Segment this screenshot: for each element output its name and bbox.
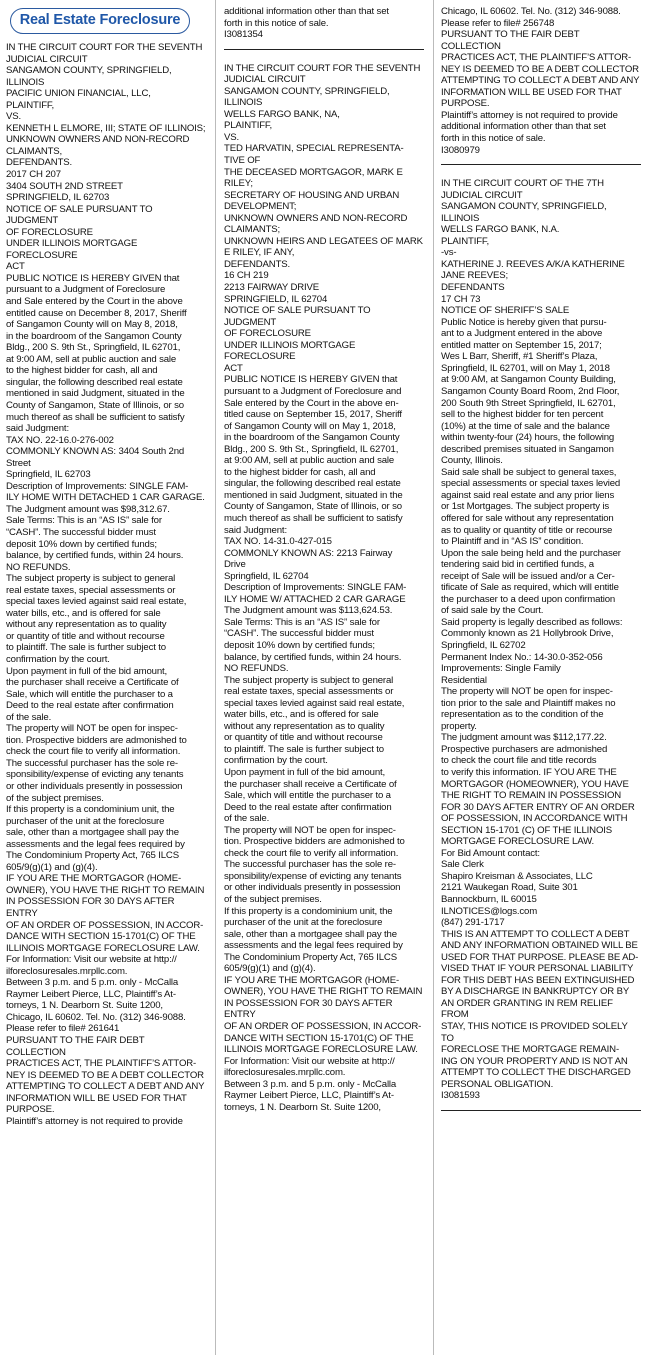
notice-line: TAX NO. 14-31.0-427-015 [224, 536, 332, 548]
notice-divider [441, 1110, 641, 1111]
notice-line: (847) 291-1717 [441, 917, 505, 929]
notice-line: ILNOTICES@logs.com [441, 905, 538, 917]
notice-line: The property will NOT be open for inspec- [224, 824, 396, 836]
notice-line: The Condominium Property Act, 765 ILCS [6, 850, 179, 862]
notice-line: “CASH”. The successful bidder must [6, 526, 156, 538]
notice-line: Springfield, IL 62704 [224, 570, 309, 582]
legal-notice [224, 63, 424, 1114]
notice-line: NEY IS DEEMED TO BE A DEBT COLLECTOR [6, 1069, 204, 1081]
notice-line: SPRINGFIELD, IL 62703 [6, 192, 110, 204]
notice-line: tion prior to the sale and Plaintiff makes no [441, 697, 616, 709]
notice-line: KATHERINE J. REEVES A/K/A KATHERINE [441, 258, 625, 270]
notice-line: PRACTICES ACT, THE PLAINTIFF’S ATTOR- [441, 52, 632, 64]
notice-line: TAX NO. 22-16.0-276-002 [6, 434, 114, 446]
notice-line: ilforeclosuresales.mrpllc.com. [6, 965, 128, 977]
notice-line: DEFENDANTS [441, 282, 505, 294]
notice-line: of the sale. [6, 711, 52, 723]
notice-line: tion. Prospective bidders are admonished to [6, 734, 187, 746]
notice-line: or quantity of title and without recourse [224, 732, 383, 744]
notice-line: TED HARVATIN, SPECIAL REPRESENTA- [224, 143, 404, 155]
notice-line: of Sangamon County will on May 1, 2018, [224, 420, 396, 432]
notice-line: OF AN ORDER OF POSSESSION, IN ACCOR- [6, 919, 204, 931]
notice-line: ACT [6, 261, 25, 273]
legal-notice [224, 6, 424, 41]
notice-line: Raymer Leibert Pierce, LLC, Plaintiff’s At- [6, 988, 176, 1000]
notice-line: sponsibility/expense of evicting any tenants [224, 870, 402, 882]
notice-line: IN POSSESSION FOR 30 DAYS AFTER ENTRY [6, 896, 175, 920]
notice-line: to check the court file and title records [441, 755, 597, 767]
notice-line: The Condominium Property Act, 765 ILCS [224, 951, 397, 963]
notice-line: The subject property is subject to general [224, 674, 394, 686]
notice-line: additional information other than that set [441, 121, 606, 133]
notice-line: The property will NOT be open for inspec- [441, 686, 613, 698]
notice-line: PURSUANT TO THE FAIR DEBT COLLECTION [6, 1035, 145, 1058]
notice-line: titled cause on September 15, 2017, Sheriff [224, 409, 402, 421]
notice-line: The successful purchaser has the sole re- [6, 757, 178, 769]
notice-line: PACIFIC UNION FINANCIAL, LLC, [6, 88, 151, 100]
notice-line: ILLINOIS [224, 97, 263, 109]
notice-line: singular, the following described real estate [6, 376, 183, 388]
notice-line: or 1st Mortgages. The subject property is [441, 501, 610, 513]
notice-line: BY A DISCHARGE IN BANKRUPTCY OR BY [441, 986, 630, 998]
column-divider [215, 0, 216, 1355]
notice-line: sale, other than a mortgagee shall pay the [6, 827, 179, 839]
notice-line: Sale Terms: This is an “AS IS” sale for [224, 616, 380, 628]
notice-line: IN POSSESSION FOR 30 DAYS AFTER ENTRY [224, 997, 393, 1021]
notice-line: of the sale. [224, 813, 270, 825]
notice-line: assessments and the legal fees required by [6, 838, 185, 850]
notice-line: real estate taxes, special assessments or [224, 686, 394, 698]
notice-line: Public Notice is hereby given that pursu- [441, 316, 607, 328]
notice-line: IF YOU ARE THE MORTGAGOR (HOME- [6, 873, 181, 885]
notice-line: ATTEMPTING TO COLLECT A DEBT AND ANY [6, 1081, 205, 1093]
notice-line: Sale Terms: This is an “AS IS” sale for [6, 515, 162, 527]
notice-line: SPRINGFIELD, IL 62704 [224, 293, 328, 305]
notice-line: Wes L Barr, Sheriff, #1 Sheriff’s Plaza, [441, 351, 598, 363]
notice-line: 17 CH 73 [441, 293, 481, 305]
notice-line: or other individuals presently in possession [224, 882, 401, 894]
notice-line: NO REFUNDS. [6, 561, 71, 573]
notice-column-2 [224, 6, 424, 1113]
notice-line: in the boardroom of the Sangamon County [224, 432, 400, 444]
notice-line: 605/9(g)(1) and (g)(4). [6, 861, 98, 873]
notice-line: entitled matter on September 15, 2017; [441, 339, 602, 351]
notice-line: Springfield, IL 62701, will on May 1, 2018 [441, 362, 610, 374]
notice-line: Springfield, IL 62703 [6, 469, 91, 481]
notice-line: DANCE WITH SECTION 15-1701(C) OF THE [6, 931, 196, 943]
notice-line: SANGAMON COUNTY, SPRINGFIELD, [6, 65, 172, 77]
notice-line: County of Sangamon, State of Illinois, or so [6, 399, 184, 411]
notice-line: special taxes levied against said real estate, [224, 697, 405, 709]
notice-line: ILLINOIS MORTGAGE FORECLOSURE LAW. [224, 1044, 418, 1056]
notice-line: 2121 Waukegan Road, Suite 301 [441, 882, 578, 894]
notice-line: PUBLIC NOTICE IS HEREBY GIVEN that [224, 374, 398, 386]
notice-line: the purchaser shall receive a Certificate of [224, 778, 397, 790]
notice-line: I3081354 [224, 29, 263, 41]
notice-line: Street [6, 457, 31, 469]
notice-line: The successful purchaser has the sole re- [224, 859, 396, 871]
notice-line: SANGAMON COUNTY, SPRINGFIELD, [441, 201, 607, 213]
notice-line: Please refer to file# 261641 [6, 1023, 120, 1035]
notice-line: AN ORDER GRANTING IN REM RELIEF FROM [441, 997, 613, 1021]
notice-line: County of Sangamon, State of Illinois, or so [224, 501, 402, 513]
notice-line: The Judgment amount was $98,312.67. [6, 503, 170, 515]
notice-line: much thereof as shall be sufficient to satisfy [6, 411, 185, 423]
notice-line: Drive [224, 559, 246, 571]
notice-line: pursuant to a Judgment of Foreclosure [6, 284, 166, 296]
notice-line: 16 CH 219 [224, 270, 269, 282]
notice-line: Springfield, IL 62702 [441, 639, 526, 651]
notice-line: special assessments or special taxes levied [441, 478, 621, 490]
notice-line: ACT [224, 362, 243, 374]
notice-line: tendering said bid in certified funds, a [441, 559, 594, 571]
notice-line: forth in this notice of sale. [441, 133, 546, 145]
notice-line: balance, by certified funds, within 24 hours. [224, 651, 402, 663]
notice-line: THIS IS AN ATTEMPT TO COLLECT A DEBT [441, 928, 630, 940]
notice-line: of said sale by the Court. [441, 605, 544, 617]
notice-line: sponsibility/expense of evicting any tenants [6, 769, 184, 781]
notice-line: Bldg., 200 S. 9th St., Springfield, IL 62701, [6, 342, 181, 354]
notice-line: Between 3 p.m. and 5 p.m. only - McCalla [224, 1078, 397, 1090]
notice-line: against said real estate and any prior liens [441, 489, 615, 501]
notice-line: UNDER ILLINOIS MORTGAGE FORECLOSURE [224, 339, 356, 363]
notice-line: Improvements: Single Family [441, 663, 561, 675]
notice-line: RILEY; [224, 178, 253, 190]
notice-line: SECTION 15-1701 (C) OF THE ILLINOIS [441, 824, 613, 836]
notice-column-3 [441, 6, 641, 1124]
notice-line: property. [441, 720, 477, 732]
notice-line: THE DECEASED MORTGAGOR, MARK E [224, 166, 403, 178]
notice-line: NOTICE OF SALE PURSUANT TO JUDGMENT [6, 203, 153, 227]
notice-line: water bills, etc., and is offered for sale [6, 607, 161, 619]
column-divider [433, 0, 434, 1355]
notice-line: I3081593 [441, 1090, 480, 1102]
notice-line: PLAINTIFF, [441, 235, 490, 247]
notice-line: DEFENDANTS. [224, 258, 291, 270]
notice-line: JUDICIAL CIRCUIT [224, 74, 306, 86]
notice-line: to the highest bidder for cash, all and [224, 466, 376, 478]
notice-line: CLAIMANTS; [224, 224, 281, 236]
notice-line: OF FORECLOSURE [224, 328, 311, 340]
notice-line: The judgment amount was $112,177.22. [441, 732, 607, 744]
notice-line: Sangamon County Board Room, 2nd Floor, [441, 385, 620, 397]
notice-line: Bannockburn, IL 60015 [441, 894, 537, 906]
notice-line: OWNER), YOU HAVE THE RIGHT TO REMAIN [224, 986, 423, 998]
notice-line: PURPOSE. [441, 98, 490, 110]
notice-line: I3080979 [441, 144, 480, 156]
notice-line: ILY HOME WITH DETACHED 1 CAR GARAGE. [6, 492, 205, 504]
legal-notice [441, 178, 641, 1102]
notice-line: AND ANY INFORMATION OBTAINED WILL BE [441, 940, 638, 952]
notice-line: PRACTICES ACT, THE PLAINTIFF’S ATTOR- [6, 1058, 197, 1070]
notice-line: mentioned in said Judgment, situated in the [224, 489, 403, 501]
notice-line: JANE REEVES; [441, 270, 508, 282]
notice-line: Shapiro Kreisman & Associates, LLC [441, 870, 593, 882]
notice-line: ATTEMPT TO COLLECT THE DISCHARGED [441, 1067, 631, 1079]
notice-line: OF AN ORDER OF POSSESSION, IN ACCOR- [224, 1021, 422, 1033]
notice-line: receipt of Sale will be issued and/or a Cer- [441, 570, 615, 582]
notice-line: ING ON YOUR PROPERTY AND IS NOT AN [441, 1055, 628, 1067]
notice-line: Prospective purchasers are admonished [441, 743, 608, 755]
notice-line: Description of Improvements: SINGLE FAM- [224, 582, 407, 594]
notice-line: Chicago, IL 60602. Tel. No. (312) 346-9088. [441, 6, 621, 17]
notice-line: MORTGAGE FORECLOSURE LAW. [441, 836, 594, 848]
notice-line: ant to a Judgment entered in the above [441, 328, 603, 340]
notice-line: UNKNOWN OWNERS AND NON-RECORD [6, 134, 190, 146]
notice-line: IN THE CIRCUIT COURT OF THE 7TH [441, 178, 604, 190]
notice-line: said Judgment: [6, 423, 69, 435]
notice-line: CLAIMANTS, [6, 145, 63, 157]
notice-line: 605/9(g)(1) and (g)(4). [224, 963, 316, 975]
notice-line: NEY IS DEEMED TO BE A DEBT COLLECTOR [441, 63, 639, 75]
notice-line: at 9:00 AM, at Sangamon County Building, [441, 374, 616, 386]
notice-line: or quantity of title and without recourse [6, 630, 165, 642]
notice-line: water bills, etc., and is offered for sale [224, 709, 379, 721]
notice-line: real estate taxes, special assessments or [6, 584, 176, 596]
notice-line: -vs- [441, 247, 457, 259]
notice-divider [441, 164, 641, 165]
notice-line: FOR 30 DAYS AFTER ENTRY OF AN ORDER [441, 801, 635, 813]
notice-line: UNDER ILLINOIS MORTGAGE FORECLOSURE [6, 238, 138, 261]
notice-line: COMMONLY KNOWN AS: 3404 South 2nd [6, 446, 185, 458]
notice-line: said Judgment: [224, 524, 287, 536]
notice-line: confirmation by the court. [6, 653, 110, 665]
notice-line: entitled cause on December 8, 2017, Sheriff [6, 307, 187, 319]
notice-line: Residential [441, 674, 487, 686]
notice-line: DANCE WITH SECTION 15-1701(C) OF THE [224, 1032, 414, 1044]
notice-line: UNKNOWN OWNERS AND NON-RECORD [224, 212, 408, 224]
notice-column-1 [6, 6, 206, 1127]
notice-line: E RILEY, IF ANY, [224, 247, 295, 259]
notice-line: pursuant to a Judgment of Foreclosure and [224, 385, 402, 397]
notice-line: Plaintiff’s attorney is not required to provide [441, 109, 618, 121]
notice-line: JUDICIAL CIRCUIT [441, 189, 523, 201]
notice-line: Said sale shall be subject to general taxes, [441, 466, 617, 478]
notice-line: sell to the highest bidder for ten percent [441, 409, 604, 421]
notice-line: (10%) at the time of sale and the balance [441, 420, 610, 432]
notice-line: offered for sale without any representation [441, 512, 614, 524]
notice-line: 2017 CH 207 [6, 169, 61, 181]
notice-line: IN THE CIRCUIT COURT FOR THE SEVENTH [224, 62, 421, 74]
notice-line: Deed to the real estate after confirmation [6, 700, 174, 712]
notice-line: PURPOSE. [6, 1104, 55, 1116]
notice-line: KENNETH L ELMORE, III; STATE OF ILLINOIS; [6, 122, 206, 134]
notice-line: SECRETARY OF HOUSING AND URBAN [224, 189, 400, 201]
notice-line: to plaintiff. The sale is further subject to [6, 642, 166, 654]
notice-line: check the court file to verify all information. [224, 847, 399, 859]
notice-line: ILLINOIS MORTGAGE FORECLOSURE LAW. [6, 942, 200, 954]
notice-line: singular, the following described real estate [224, 478, 401, 490]
notice-line: County, Illinois. [441, 455, 503, 467]
notice-line: to plaintiff. The sale is further subject to [224, 743, 384, 755]
notice-line: If this property is a condominium unit, the [6, 804, 175, 816]
notice-line: at 9:00 AM, sell at public auction and sale [6, 353, 177, 365]
notice-line: additional information other than that set [224, 6, 389, 17]
notice-line: OWNER), YOU HAVE THE RIGHT TO REMAIN [6, 884, 205, 896]
notice-line: much thereof as shall be sufficient to satisfy [224, 512, 403, 524]
notice-line: PERSONAL OBLIGATION. [441, 1078, 554, 1090]
notice-line: special taxes levied against said real estate, [6, 596, 187, 608]
notice-line: confirmation by the court. [224, 755, 328, 767]
notice-line: MORTGAGOR (HOMEOWNER), YOU HAVE [441, 778, 629, 790]
notice-line: OF FORECLOSURE [6, 226, 93, 238]
notice-line: If this property is a condominium unit, the [224, 905, 393, 917]
notice-line: NOTICE OF SHERIFF’S SALE [441, 305, 570, 317]
notice-line: ATTEMPTING TO COLLECT A DEBT AND ANY [441, 75, 640, 87]
notice-line: Bldg., 200 S. 9th St., Springfield, IL 62701, [224, 443, 399, 455]
notice-line: Sale Clerk [441, 859, 484, 871]
notice-line: tion. Prospective bidders are admonished to [224, 836, 405, 848]
notice-line: in the boardroom of the Sangamon County [6, 330, 182, 342]
notice-line: described premises situated in Sangamon [441, 443, 614, 455]
notice-line: FORECLOSE THE MORTGAGE REMAIN- [441, 1044, 619, 1056]
notice-line: PUBLIC NOTICE IS HEREBY GIVEN that [6, 272, 180, 284]
notice-line: COMMONLY KNOWN AS: 2213 Fairway [224, 547, 393, 559]
notice-line: Upon the sale being held and the purchaser [441, 547, 621, 559]
notice-line: TIVE OF [224, 155, 261, 167]
notice-divider [224, 49, 424, 50]
notice-line: Description of Improvements: SINGLE FAM- [6, 480, 189, 492]
notice-line: PURSUANT TO THE FAIR DEBT COLLECTION [441, 29, 580, 52]
notice-line: purchaser of the unit at the foreclosure [224, 917, 383, 929]
notice-line: Upon payment in full of the bid amount, [6, 665, 168, 677]
notice-line: at 9:00 AM, sell at public auction and sale [224, 455, 395, 467]
notice-line: sale, other than a mortgagee shall pay the [224, 928, 397, 940]
notice-line: and Sale entered by the Court in the above [6, 296, 183, 308]
notice-line: INFORMATION WILL BE USED FOR THAT [441, 86, 622, 98]
notice-line: the purchaser to a deed upon confirmation [441, 593, 616, 605]
notice-line: Chicago, IL 60602. Tel. No. (312) 346-9088. [6, 1011, 186, 1023]
notice-line: Please refer to file# 256748 [441, 17, 555, 29]
notice-line: INFORMATION WILL BE USED FOR THAT [6, 1092, 187, 1104]
notice-line: The subject property is subject to general [6, 573, 176, 585]
notice-line: ILLINOIS [6, 76, 45, 88]
notice-line: DEVELOPMENT; [224, 201, 297, 213]
notice-line: For Bid Amount contact: [441, 847, 540, 859]
notice-line: FOR THIS DEBT HAS BEEN EXTINGUISHED [441, 974, 635, 986]
notice-line: UNKNOWN HEIRS AND LEGATEES OF MARK [224, 235, 423, 247]
notice-line: IN THE CIRCUIT COURT FOR THE SEVENTH [6, 42, 203, 53]
notice-line: mentioned in said Judgment, situated in the [6, 388, 185, 400]
notice-line: Said property is legally described as follows: [441, 616, 623, 628]
notice-line: VISED THAT IF YOUR PERSONAL LIABILITY [441, 963, 634, 975]
notice-line: to the highest bidder for cash, all and [6, 365, 158, 377]
notice-line: For Information: Visit our website at http:// [224, 1055, 395, 1067]
legal-notice [441, 6, 641, 156]
notice-line: Sale entered by the Court in the above en- [224, 397, 399, 409]
notice-line: DEFENDANTS. [6, 157, 73, 169]
notice-line: Deed to the real estate after confirmation [224, 801, 392, 813]
notice-line: Sale, which will entitle the purchaser to a [224, 790, 391, 802]
notice-line: tificate of Sale as required, which will entitle [441, 582, 619, 594]
notice-line: PLAINTIFF, [6, 99, 55, 111]
notice-line: ILY HOME W/ ATTACHED 2 CAR GARAGE [224, 593, 406, 605]
notice-line: 3404 SOUTH 2ND STREET [6, 180, 123, 192]
notice-line: the purchaser shall receive a Certificate of [6, 677, 179, 689]
notice-line: The property will NOT be open for inspec- [6, 723, 178, 735]
notice-line: assessments and the legal fees required by [224, 940, 403, 952]
notice-line: WELLS FARGO BANK, N.A. [441, 224, 560, 236]
notice-line: Upon payment in full of the bid amount, [224, 767, 386, 778]
notice-line: forth in this notice of sale. [224, 17, 329, 29]
notice-line: USED FOR THAT PURPOSE. PLEASE BE AD- [441, 951, 639, 963]
notice-line: NO REFUNDS. [224, 663, 289, 675]
notice-line: of the subject premises. [6, 792, 104, 804]
notice-line: without any representation as to quality [224, 720, 385, 732]
notice-line: within twenty-four (24) hours, the following [441, 432, 615, 444]
notice-line: without any representation as to quality [6, 619, 167, 631]
notice-line: Plaintiff’s attorney is not required to provide [6, 1115, 183, 1127]
notice-line: SANGAMON COUNTY, SPRINGFIELD, [224, 85, 390, 97]
notice-line: Sale, which will entitle the purchaser to a [6, 688, 173, 700]
notice-line: torneys, 1 N. Dearborn St. Suite 1200, [224, 1101, 381, 1113]
notice-line: VS. [6, 111, 22, 123]
notice-line: “CASH”. The successful bidder must [224, 628, 374, 640]
notice-line: torneys, 1 N. Dearborn St. Suite 1200, [6, 1000, 163, 1012]
notice-line: Commonly known as 21 Hollybrook Drive, [441, 628, 614, 640]
notice-line: representation as to the condition of the [441, 709, 604, 721]
notice-line: 200 South 9th Street Springfield, IL 62701, [441, 397, 616, 409]
notice-line: NOTICE OF SALE PURSUANT TO JUDGMENT [224, 305, 371, 328]
notice-line: VS. [224, 131, 240, 143]
notice-line: IF YOU ARE THE MORTGAGOR (HOME- [224, 974, 399, 986]
notice-line: to Plaintiff and in “AS IS” condition. [441, 536, 584, 548]
notice-line: or other individuals presently in possession [6, 781, 183, 792]
notice-line: check the court file to verify all information. [6, 746, 181, 758]
notice-line: For Information: Visit our website at http:// [6, 954, 177, 966]
notice-line: Between 3 p.m. and 5 p.m. only - McCalla [6, 977, 179, 989]
section-title: Real Estate Foreclosure [10, 8, 190, 34]
notice-line: of Sangamon County will on May 8, 2018, [6, 319, 178, 331]
notice-line: ilforeclosuresales.mrpllc.com. [224, 1067, 346, 1079]
notice-line: of the subject premises. [224, 894, 322, 906]
notice-line: Permanent Index No.: 14-30.0-352-056 [441, 651, 603, 663]
notice-line: 2213 FAIRWAY DRIVE [224, 282, 320, 294]
notice-line: THE RIGHT TO REMAIN IN POSSESSION [441, 790, 622, 802]
notice-line: The Judgment amount was $113,624.53. [224, 605, 393, 617]
notice-line: purchaser of the unit at the foreclosure [6, 815, 165, 827]
notice-line: deposit 10% down by certified funds; [6, 538, 157, 550]
notice-line: WELLS FARGO BANK, NA, [224, 108, 340, 120]
notice-line: Raymer Leibert Pierce, LLC, Plaintiff’s At- [224, 1090, 394, 1102]
notice-line: STAY, THIS NOTICE IS PROVIDED SOLELY TO [441, 1021, 628, 1044]
notice-line: to verify this information. IF YOU ARE THE [441, 767, 617, 778]
notice-line: ILLINOIS [441, 212, 480, 224]
legal-notice [6, 42, 206, 1127]
notice-line: JUDICIAL CIRCUIT [6, 53, 88, 65]
notice-line: OF POSSESSION, IN ACCORDANCE WITH [441, 813, 628, 825]
notice-line: as to quality or quantity of title or recourse [441, 524, 613, 536]
notice-line: PLAINTIFF, [224, 120, 273, 132]
notice-line: deposit 10% down by certified funds; [224, 639, 375, 651]
notice-line: balance, by certified funds, within 24 hours. [6, 550, 184, 562]
